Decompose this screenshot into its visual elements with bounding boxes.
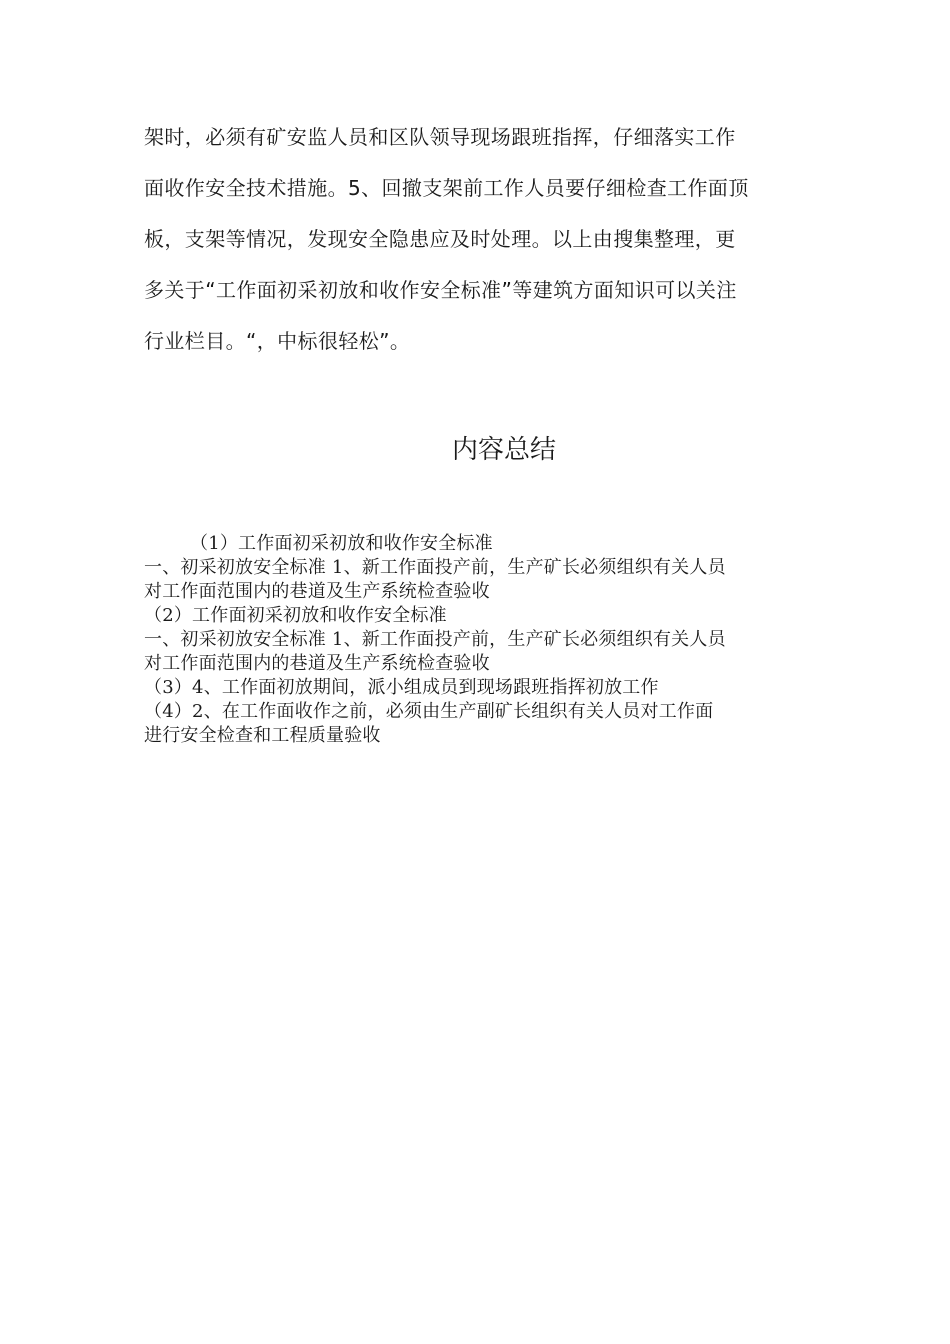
summary-item-text: 对工作面范围内的巷道及生产系统检查验收 [144, 653, 490, 674]
body-line: 面收作安全技术措施。5、回撤支架前工作人员要仔细检查工作面顶 [144, 176, 749, 200]
summary-item-heading: （4）2、在工作面收作之前，必须由生产副矿长组织有关人员对工作面 [144, 701, 714, 722]
summary-item-heading: （2）工作面初采初放和收作安全标准 [144, 605, 447, 626]
summary-item-text: 对工作面范围内的巷道及生产系统检查验收 [144, 581, 490, 602]
summary-list [144, 532, 810, 748]
body-paragraph [144, 114, 810, 369]
summary-item-text: 一、初采初放安全标准 1、新工作面投产前，生产矿长必须组织有关人员 [144, 629, 726, 650]
summary-item-text: 一、初采初放安全标准 1、新工作面投产前，生产矿长必须组织有关人员 [144, 557, 726, 578]
body-line: 多关于“工作面初采初放和收作安全标准”等建筑方面知识可以关注 [144, 278, 737, 302]
summary-item-text: 进行安全检查和工程质量验收 [144, 725, 381, 746]
body-line: 行业栏目。“，中标很轻松”。 [144, 329, 411, 353]
summary-item-heading: （3）4、工作面初放期间，派小组成员到现场跟班指挥初放工作 [144, 677, 659, 698]
summary-item-heading: （1）工作面初采初放和收作安全标准 [190, 533, 493, 554]
body-line: 架时，必须有矿安监人员和区队领导现场跟班指挥，仔细落实工作 [144, 125, 736, 149]
summary-title: 内容总结 [451, 435, 556, 465]
body-line: 板，支架等情况，发现安全隐患应及时处理。以上由搜集整理，更 [144, 227, 736, 251]
